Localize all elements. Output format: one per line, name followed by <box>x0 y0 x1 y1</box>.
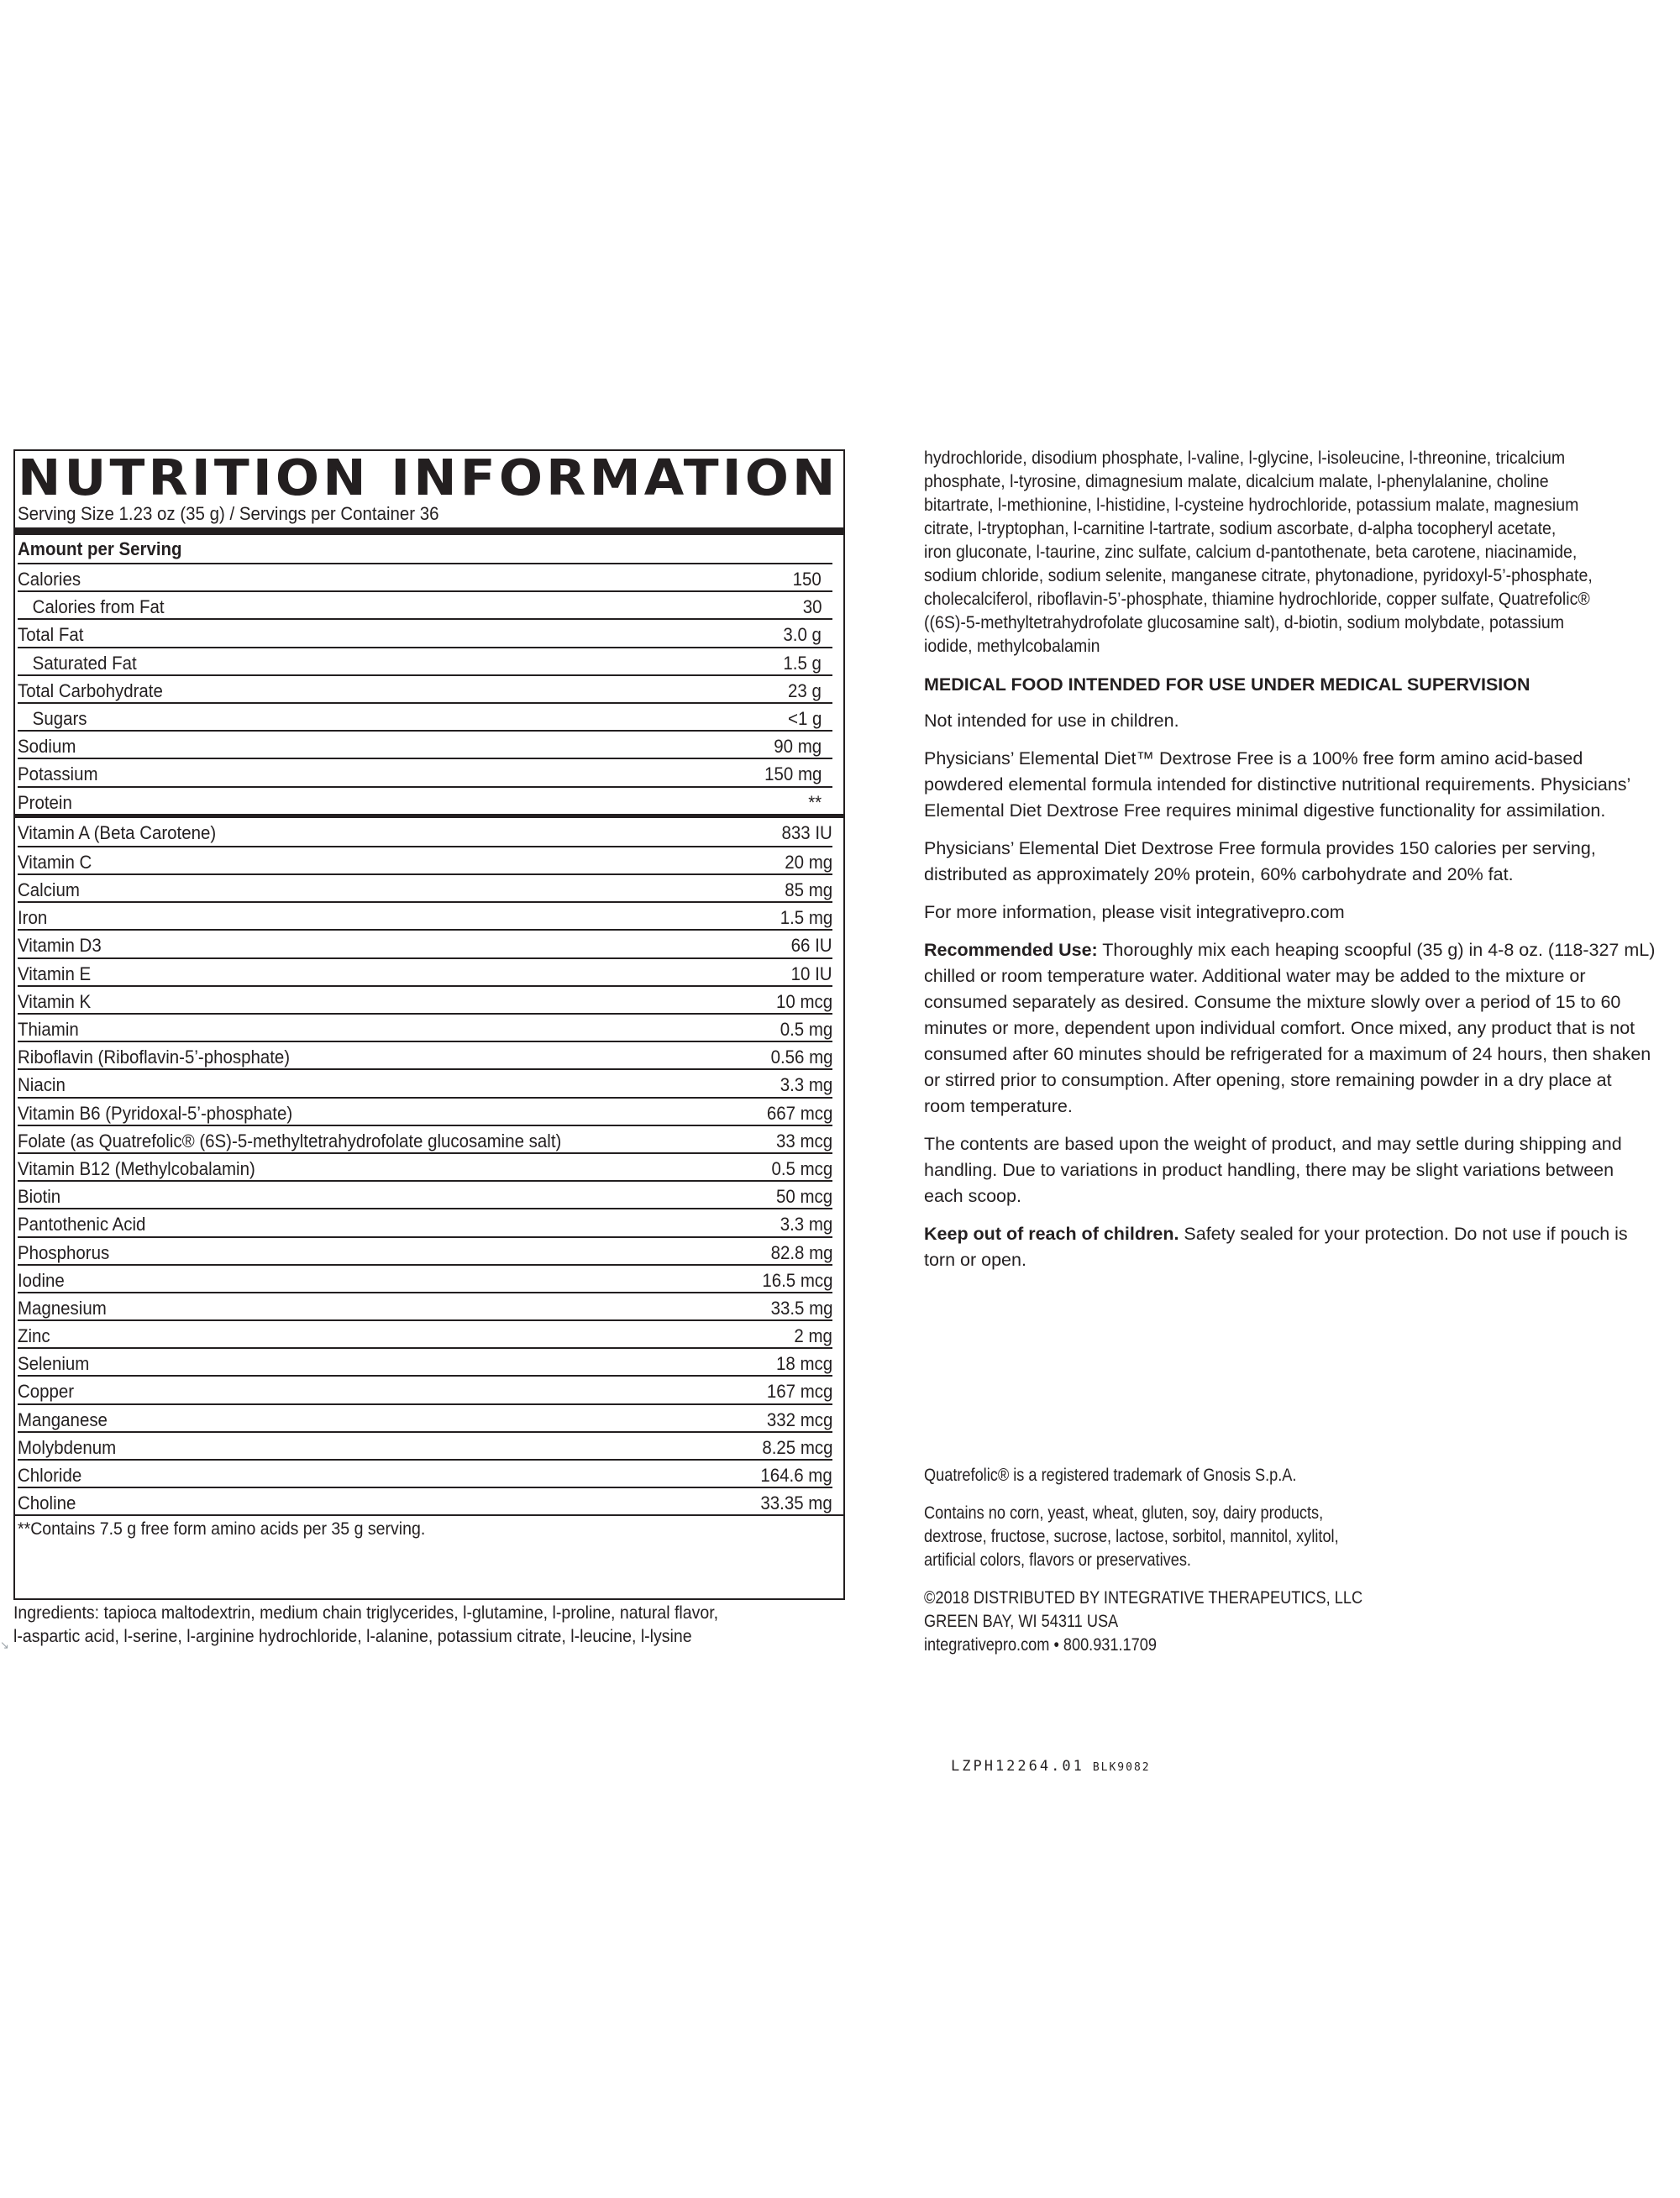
nutrient-row <box>18 1487 832 1514</box>
nutrient-amount: 164.6 mg <box>760 1465 832 1486</box>
nutrient-row <box>18 1459 832 1487</box>
nutrient-amount: 167 mcg <box>766 1381 832 1403</box>
calories-statement <box>924 836 1672 888</box>
macro-nutrient-list <box>18 563 841 814</box>
nutrition-title: NUTRITION INFORMATION <box>18 449 839 506</box>
nutrient-amount: 0.56 mg <box>770 1047 832 1068</box>
contents-line: handling. Due to variations in product handling, there may be slight variations between <box>924 1160 1614 1180</box>
keep-out-label: Keep out of reach of children. <box>924 1224 1179 1244</box>
calories-line: distributed as approximately 20% protein, 60% carbohydrate and 20% fat. <box>924 864 1514 884</box>
recommended-line: consumed after 60 minutes should be refrigerated for a maximum of 24 hours, then shaken <box>924 1044 1651 1064</box>
ingredients-line: citrate, l-tryptophan, l-carnitine l-tartrate, sodium ascorbate, d-alpha tocopheryl acetate, <box>924 519 1557 538</box>
nutrient-row <box>18 1264 832 1292</box>
ingredients-line: l-aspartic acid, l-serine, l-arginine hydrochloride, l-alanine, potassium citrate, l-leucine, l-lysine <box>13 1627 692 1646</box>
nutrient-row <box>18 1319 832 1347</box>
nutrient-name: Vitamin D3 <box>18 935 102 957</box>
nutrient-row <box>18 1125 832 1152</box>
nutrient-amount: 90 mg <box>774 736 822 758</box>
legal-block <box>924 1464 1672 1671</box>
nutrient-amount: 10 mcg <box>775 990 832 1012</box>
safety-line: torn or open. <box>924 1250 1026 1270</box>
contains-no <box>924 1502 1620 1572</box>
ingredients-continued <box>924 447 1672 658</box>
distributor <box>924 1587 1620 1657</box>
ingredients-line: cholecalciferol, riboflavin-5’-phosphate, thiamine hydrochloride, copper sulfate, Quatrefolic® <box>924 590 1590 609</box>
serving-size: Serving Size 1.23 oz (35 g) / Servings per Container 36 <box>18 503 439 524</box>
distributor-line: GREEN BAY, WI 54311 USA <box>924 1612 1119 1631</box>
nutrient-amount: 33 mcg <box>775 1130 832 1151</box>
nutrient-amount: 150 mg <box>764 763 822 785</box>
more-info-text: For more information, please visit integrativepro.com <box>924 902 1345 922</box>
nutrient-row <box>18 1375 832 1403</box>
keep-out-text: Safety sealed for your protection. Do not use if pouch is <box>1179 1224 1628 1244</box>
recommended-text: Thoroughly mix each heaping scoopful (35 g) in 4-8 oz. (118-327 mL) <box>1097 940 1656 960</box>
recommended-use <box>924 937 1672 1120</box>
nutrient-amount: ** <box>808 791 822 813</box>
nutrient-name: Vitamin K <box>18 990 92 1012</box>
nutrient-name: Vitamin B12 (Methylcobalamin) <box>18 1157 255 1179</box>
nutrient-amount: 23 g <box>788 679 822 701</box>
description-line: powdered elemental formula intended for distinctive nutritional requirements. Physicians’ <box>924 774 1631 795</box>
nutrient-row <box>18 786 832 814</box>
contains-no-line: artificial colors, flavors or preservatives. <box>924 1550 1191 1570</box>
nutrient-amount: 8.25 mcg <box>761 1436 832 1458</box>
recommended-line <box>924 937 1672 963</box>
ingredients <box>13 1602 853 1649</box>
nutrient-amount: 20 mg <box>785 851 832 873</box>
nutrient-name: Copper <box>18 1381 75 1403</box>
nutrient-amount: 82.8 mg <box>770 1241 832 1263</box>
nutrient-row <box>18 1097 832 1125</box>
nutrient-name: Total Carbohydrate <box>18 679 163 701</box>
nutrient-name: Biotin <box>18 1186 61 1208</box>
children-notice-text: Not intended for use in children. <box>924 711 1179 731</box>
nutrient-name: Saturated Fat <box>32 652 137 674</box>
lot-code: LZPH12264.01 <box>951 1758 1084 1775</box>
nutrient-amount: 667 mcg <box>766 1102 832 1124</box>
nutrient-amount: 66 IU <box>791 935 832 957</box>
recommended-line: room temperature. <box>924 1096 1073 1116</box>
nutrient-row <box>18 1013 832 1041</box>
nutrient-name: Niacin <box>18 1074 66 1096</box>
contains-no-line: dextrose, fructose, sucrose, lactose, sorbitol, mannitol, xylitol, <box>924 1527 1339 1546</box>
nutrient-name: Thiamin <box>18 1019 79 1040</box>
nutrient-name: Pantothenic Acid <box>18 1214 146 1235</box>
nutrient-row <box>18 730 832 758</box>
nutrient-amount: 332 mcg <box>766 1409 832 1430</box>
nutrient-name: Protein <box>18 791 72 813</box>
ingredients-line: ((6S)-5-methyltetrahydrofolate glucosamine salt), d-biotin, sodium molybdate, potassium <box>924 613 1565 632</box>
safety-line <box>924 1221 1672 1247</box>
nutrient-row <box>18 901 832 929</box>
recommended-use-label: Recommended Use: <box>924 940 1098 960</box>
nutrient-name: Magnesium <box>18 1297 107 1319</box>
nutrient-amount: 1.5 g <box>783 652 822 674</box>
contains-no-line: Contains no corn, yeast, wheat, gluten, soy, dairy products, <box>924 1503 1324 1523</box>
nutrient-row <box>18 647 832 674</box>
calories-line: Physicians’ Elemental Diet Dextrose Free formula provides 150 calories per serving, <box>924 838 1596 858</box>
nutrient-name: Calories <box>18 569 81 590</box>
nutrient-amount: 33.35 mg <box>760 1492 832 1514</box>
nutrient-name: Selenium <box>18 1353 90 1375</box>
contents-line: The contents are based upon the weight of product, and may settle during shipping and <box>924 1134 1622 1154</box>
nutrient-amount: 10 IU <box>791 963 832 984</box>
nutrient-name: Iodine <box>18 1269 65 1291</box>
nutrient-row <box>18 1347 832 1375</box>
nutrient-row <box>18 1041 832 1068</box>
nutrient-name: Chloride <box>18 1465 82 1486</box>
ingredients-line: phosphate, l-tyrosine, dimagnesium malate, dicalcium malate, l-phenylalanine, choline <box>924 472 1549 491</box>
medical-notice <box>924 672 1672 698</box>
nutrient-name: Folate (as Quatrefolic® (6S)-5-methyltetrahydrofolate glucosamine salt) <box>18 1130 562 1151</box>
contents-note <box>924 1131 1672 1209</box>
nutrient-name: Sugars <box>32 707 87 729</box>
nutrient-name: Choline <box>18 1492 76 1514</box>
nutrient-amount: 3.3 mg <box>780 1074 832 1096</box>
nutrient-name: Sodium <box>18 736 76 758</box>
nutrient-row <box>18 1152 832 1180</box>
nutrient-amount: 3.3 mg <box>780 1214 832 1235</box>
nutrient-amount: 0.5 mcg <box>771 1157 832 1179</box>
nutrient-amount: 2 mg <box>794 1325 832 1347</box>
nutrient-row <box>18 985 832 1013</box>
blk-code: BLK9082 <box>1092 1761 1151 1774</box>
more-info <box>924 900 1672 926</box>
nutrient-name: Riboflavin (Riboflavin-5’-phosphate) <box>18 1047 291 1068</box>
nutrient-row <box>18 674 832 702</box>
nutrient-row <box>18 1403 832 1431</box>
description-line: Elemental Diet Dextrose Free requires minimal digestive functionality for assimilation. <box>924 800 1606 821</box>
nutrient-row <box>18 1208 832 1235</box>
nutrient-amount: 16.5 mcg <box>761 1269 832 1291</box>
nutrient-amount: 3.0 g <box>783 624 822 646</box>
right-column <box>924 447 1672 1273</box>
nutrient-name: Iron <box>18 907 48 929</box>
product-description <box>924 746 1672 824</box>
nutrient-name: Phosphorus <box>18 1241 110 1263</box>
thick-rule <box>15 527 843 535</box>
nutrient-row <box>18 1292 832 1319</box>
product-codes <box>951 1758 1151 1775</box>
nutrient-name: Total Fat <box>18 624 84 646</box>
nutrient-name: Molybdenum <box>18 1436 117 1458</box>
recommended-line: minutes or more, dependent upon individual comfort. Once mixed, any product that is not <box>924 1018 1635 1038</box>
nutrient-amount: 150 <box>792 569 822 590</box>
recommended-line: chilled or room temperature water. Additional water may be added to the mixture or <box>924 966 1586 986</box>
ingredients-line: hydrochloride, disodium phosphate, l-valine, l-glycine, l-isoleucine, l-threonine, tricalcium <box>924 449 1566 468</box>
nutrient-amount: 18 mcg <box>775 1353 832 1375</box>
ingredients-line: iodide, methylcobalamin <box>924 637 1100 656</box>
distributor-line: integrativepro.com • 800.931.1709 <box>924 1635 1157 1655</box>
ingredients-line: iron gluconate, l-taurine, zinc sulfate, calcium d-pantothenate, beta carotene, niacinamide, <box>924 543 1578 562</box>
expand-corner-icon: ↘ <box>0 1639 9 1651</box>
ingredients-line: Ingredients: tapioca maltodextrin, medium chain triglycerides, l-glutamine, l-proline, natural flavor, <box>13 1603 719 1623</box>
medical-notice-text: MEDICAL FOOD INTENDED FOR USE UNDER MEDICAL SUPERVISION <box>924 674 1530 695</box>
nutrient-row <box>18 702 832 730</box>
nutrient-amount: 0.5 mg <box>780 1019 832 1040</box>
children-notice <box>924 708 1672 734</box>
contents-line: each scoop. <box>924 1186 1021 1206</box>
trademark-text: Quatrefolic® is a registered trademark of Gnosis S.p.A. <box>924 1466 1297 1485</box>
trademark-note <box>924 1464 1620 1487</box>
ingredients-line: bitartrate, l-methionine, l-histidine, l-cysteine hydrochloride, potassium malate, magnesium <box>924 496 1579 515</box>
nutrient-row <box>18 846 832 873</box>
nutrient-name: Vitamin C <box>18 851 92 873</box>
nutrient-row <box>18 1180 832 1208</box>
nutrient-row <box>18 1068 832 1096</box>
recommended-line: or stirred prior to consumption. After opening, store remaining powder in a dry place at <box>924 1070 1612 1090</box>
distributor-line: ©2018 DISTRIBUTED BY INTEGRATIVE THERAPEUTICS, LLC <box>924 1588 1363 1608</box>
nutrient-name: Vitamin B6 (Pyridoxal-5’-phosphate) <box>18 1102 293 1124</box>
safety-warning <box>924 1221 1672 1273</box>
nutrient-name: Potassium <box>18 763 98 785</box>
nutrient-row <box>18 957 832 985</box>
nutrient-name: Calcium <box>18 879 80 901</box>
nutrient-row <box>18 929 832 957</box>
nutrient-amount: 833 IU <box>781 821 832 843</box>
protein-footnote-text: **Contains 7.5 g free form amino acids per 35 g serving. <box>18 1519 426 1540</box>
nutrient-amount: 50 mcg <box>775 1186 832 1208</box>
nutrient-name: Vitamin E <box>18 963 92 984</box>
nutrient-row <box>18 590 832 618</box>
nutrient-amount: 1.5 mg <box>780 907 832 929</box>
nutrient-name: Calories from Fat <box>32 596 165 618</box>
nutrient-amount: 33.5 mg <box>770 1297 832 1319</box>
ingredients-line: sodium chloride, sodium selenite, manganese citrate, phytonadione, pyridoxyl-5’-phosphate, <box>924 566 1593 585</box>
nutrient-name: Vitamin A (Beta Carotene) <box>18 821 217 843</box>
nutrient-row <box>18 758 832 785</box>
recommended-line: consumed separately as desired. Consume the mixture slowly over a period of 15 to 60 <box>924 992 1621 1012</box>
nutrient-row <box>18 1236 832 1264</box>
nutrient-row <box>18 1431 832 1459</box>
nutrient-name: Zinc <box>18 1325 50 1347</box>
nutrient-amount: 30 <box>802 596 822 618</box>
protein-footnote <box>15 1514 843 1543</box>
nutrition-panel <box>13 449 845 1600</box>
nutrient-amount: <1 g <box>787 707 822 729</box>
nutrient-row <box>18 873 832 901</box>
nutrient-row <box>18 618 832 646</box>
nutrient-name: Manganese <box>18 1409 108 1430</box>
amount-per-serving-heading: Amount per Serving <box>18 538 182 559</box>
nutrient-row <box>18 563 832 590</box>
nutrient-amount: 85 mg <box>785 879 832 901</box>
micro-nutrient-list <box>18 818 841 1515</box>
description-line: Physicians’ Elemental Diet™ Dextrose Free is a 100% free form amino acid-based <box>924 748 1583 769</box>
nutrient-row <box>18 818 832 846</box>
